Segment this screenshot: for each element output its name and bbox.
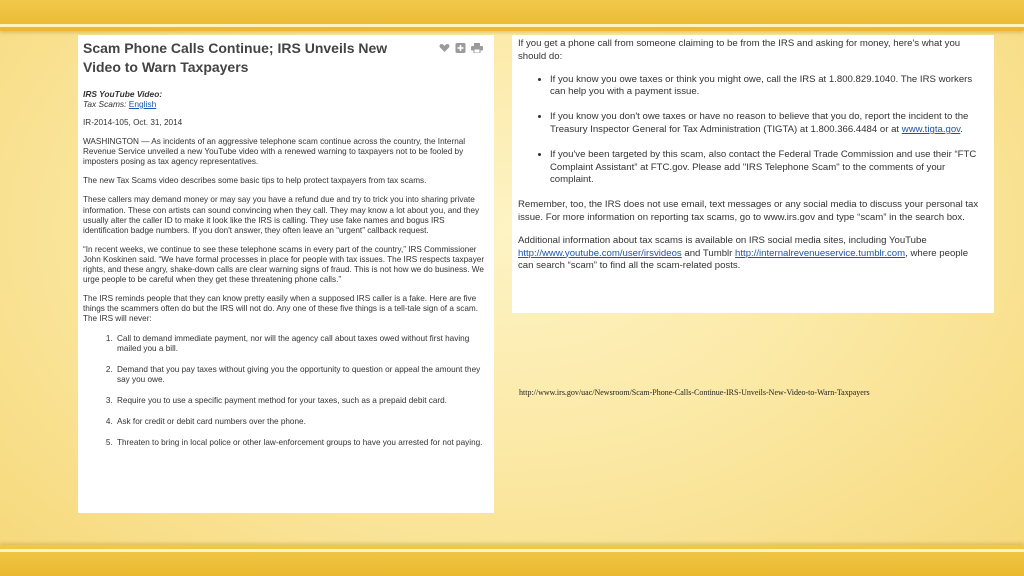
list-item: 4. Ask for credit or debit card numbers over the phone. bbox=[115, 417, 488, 427]
article-body bbox=[83, 89, 488, 448]
advice-panel bbox=[512, 35, 994, 313]
article-paragraph: The new Tax Scams video describes some basic tips to help protect taxpayers from tax scams. bbox=[83, 176, 427, 186]
list-item: • If you know you owe taxes or think you might owe, call the IRS at 1.800.829.1040. The IRS workers can help you with a payment issue. bbox=[550, 74, 986, 100]
article-panel bbox=[78, 35, 494, 513]
list-item bbox=[550, 111, 986, 137]
bullet-text: If you know you don't owe taxes or have no reason to believe that you do, report the incident to the Treasury Inspector General for Tax Administration (TIGTA) at 1.800.366.4484 or at bbox=[550, 111, 969, 135]
irs-never-list bbox=[83, 334, 488, 449]
additional-paragraph bbox=[518, 235, 986, 273]
list-item: • If you've been targeted by this scam, also contact the Federal Trade Commission and use their “FTC Complaint Assistant” at FTC.gov. Please add "IRS Telephone Scam" to the comments of your complaint. bbox=[550, 149, 986, 187]
remember-paragraph: Remember, too, the IRS does not use email, text messages or any social media to discuss your personal tax issue. For more information on reporting tax scams, go to www.irs.gov and type “scam” in the search box. bbox=[518, 199, 979, 223]
bottom-decorative-band bbox=[0, 545, 1024, 576]
article-paragraph: These callers may demand money or may say you have a refund due and try to trick you into sharing private information. These con artists can sound convincing when they call. They may know a lot about you, and they usually alter the caller ID to make it look like the IRS is calling. They use fake names and bogus IRS identification badge numbers. If you don't answer, they often leave an “urgent” callback request. bbox=[83, 195, 480, 235]
list-item: 5. Threaten to bring in local police or other law-enforcement groups to have you arrested for not paying. bbox=[115, 438, 488, 448]
tumblr-link[interactable]: http://internalrevenueservice.tumblr.com bbox=[735, 247, 906, 259]
release-id: IR-2014-105, Oct. 31, 2014 bbox=[83, 118, 183, 127]
youtube-link[interactable]: http://www.youtube.com/user/irsvideos bbox=[518, 247, 682, 259]
heart-icon[interactable] bbox=[439, 40, 450, 50]
advice-intro: If you get a phone call from someone claiming to be from the IRS and asking for money, here's what you should do: bbox=[518, 38, 961, 62]
list-item: 1. Call to demand immediate payment, nor will the agency call about taxes owed without first having mailed you a bill. bbox=[115, 334, 488, 354]
article-title: Scam Phone Calls Continue; IRS Unveils New Video to Warn Taxpayers bbox=[83, 40, 388, 75]
article-paragraph: “In recent weeks, we continue to see these telephone scams in every part of the country,” IRS Commissioner John Koskinen said. “We have formal processes in place for people with tax issues. The IRS respects taxpayer rights, and these angry, shake-down calls are clear warning signs of fraud. This is not how we do business. We urge people to be careful when they get these threatening phone calls.” bbox=[83, 244, 485, 285]
article-tools bbox=[439, 40, 482, 50]
print-icon[interactable] bbox=[471, 40, 482, 50]
list-item: 2. Demand that you pay taxes without giving you the opportunity to question or appeal the amount they say you owe. bbox=[115, 365, 488, 385]
video-block bbox=[83, 89, 488, 109]
additional-middle: and Tumblr bbox=[681, 247, 736, 259]
video-english-link[interactable]: English bbox=[128, 99, 157, 109]
video-line-prefix: Tax Scams: bbox=[83, 99, 129, 109]
additional-end: , where people can search “scam” to find all the scam-related posts. bbox=[518, 247, 969, 272]
bullet-end: . bbox=[960, 123, 963, 135]
source-url-caption[interactable]: http://www.irs.gov/uac/Newsroom/Scam-Phone-Calls-Continue-IRS-Unveils-New-Video-to-Warn-Taxpayers bbox=[519, 388, 870, 397]
article-paragraph: WASHINGTON — As incidents of an aggressive telephone scam continue across the country, the Internal Revenue Service unveiled a new YouTube video with a renewed warning to taxpayers not to be fooled by imposters posing as tax agency representatives. bbox=[83, 137, 466, 167]
additional-prefix: Additional information about tax scams is available on IRS social media sites, including YouTube bbox=[518, 234, 927, 246]
plus-icon[interactable] bbox=[455, 40, 466, 50]
article-paragraph: The IRS reminds people that they can know pretty easily when a supposed IRS caller is a fake. Here are five things the scammers often do but the IRS will not do. Any one of these five things is a tell-tale sign of a scam. The IRS will never: bbox=[83, 294, 479, 324]
list-item: 3. Require you to use a specific payment method for your taxes, such as a prepaid debit card. bbox=[115, 396, 488, 406]
advice-list bbox=[518, 74, 986, 188]
video-heading: IRS YouTube Video: bbox=[83, 89, 163, 99]
top-decorative-band bbox=[0, 0, 1024, 31]
tigta-link[interactable]: www.tigta.gov bbox=[901, 123, 961, 135]
